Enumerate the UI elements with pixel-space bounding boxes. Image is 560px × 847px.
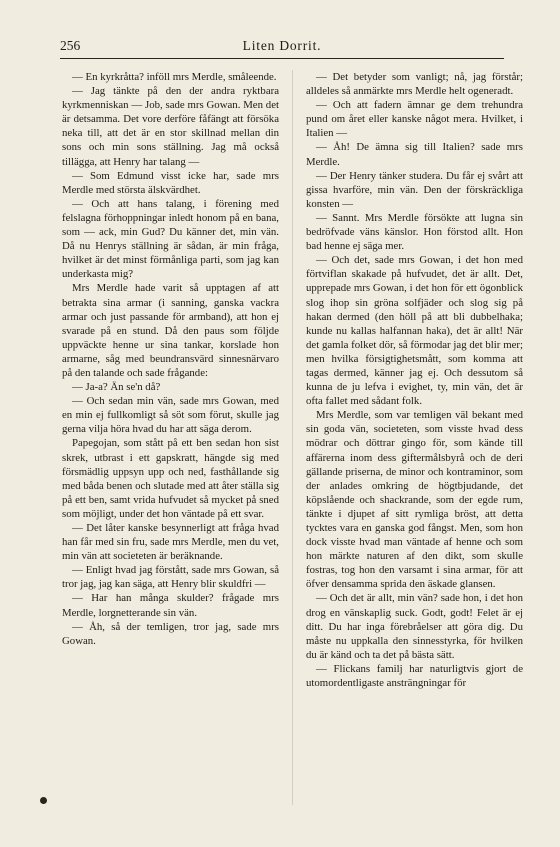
- paragraph: — Och sedan min vän, sade mrs Gowan, med en min ej fullkomligt så söt som förut, skulle jag gerna vilja höra hvad du har att säga derom.: [62, 395, 279, 436]
- paragraph: — Flickans familj har naturligtvis gjort de utomordentligaste ansträngningar för: [306, 662, 523, 690]
- header-rule: [60, 58, 504, 59]
- page-header: [60, 38, 504, 54]
- paragraph: — Har han många skulder? frågade mrs Merdle, lorgnetterande sin vän.: [62, 592, 279, 619]
- paragraph: — Ja-a? Än se'n då?: [72, 381, 161, 394]
- paragraph: — Der Henry tänker studera. Du får ej svårt att gissa hvarföre, min vän. Den der förskräckliga konsten —: [306, 169, 523, 210]
- column-gutter: [292, 70, 293, 805]
- paragraph: — Jag tänkte på den der andra ryktbara kyrkmenniskan — Job, sade mrs Gowan. Men det är detsamma. Det vore derföre fåfängt att försöka neka till, att det är en stor skillnad mellan din sons och min sons ställning. Jag må också tillägga, att Henry har talang —: [62, 85, 279, 168]
- paragraph: — Och att fadern ämnar ge dem trehundra pund om året eller kanske något mera. Hvilket, i Italien —: [306, 99, 523, 140]
- paragraph: — Åh, så der temligen, tror jag, sade mrs Gowan.: [62, 620, 279, 647]
- paragraph: — Och det, sade mrs Gowan, i det hon med förtviflan skakade på hufvudet, det är allt. Det, upprepade mrs Gowan, i det hon för ett ögonblick slog ihop sin gröna solfjäder och slog sig på hakan dermed (den höll på att bli dubbelhaka; kunde nu kallas halfannan haka), det är allt! När det gamla folket dör, så förmodar jag det blir mer; men hvilka försigtighetsmått, som komma att tagas dermed, känner jag ej. Och dessutom så kunna de ju lefva i evighet, ty, min vän, det är ofta fallet med sådant folk.: [306, 254, 523, 408]
- paragraph: — Det låter kanske besynnerligt att fråga hvad han får med sin fru, sade mrs Merdle, men du vet, min vän att societeten är beräknande.: [62, 522, 279, 563]
- left-column: [62, 70, 279, 648]
- paragraph: Mrs Merdle hade varit så upptagen af att betrakta sina armar (i sanning, ganska vackra armar och just passande för armband), att hon ej svarade på en stund. Då den paus som följde uppväckte henne ur sina tankar, korslade hon armarne, såg med beundransvärd sinnesnärvaro på den talande och sade frågande:: [62, 282, 279, 379]
- paragraph: Papegojan, som stått på ett ben sedan hon sist skrek, utbrast i ett gapskratt, hängde sig med försmädlig uppsyn upp och ned, fasthållande sig med båda benen och slutade med att åter ställa sig på ett ben, samt vrida hufvudet så mycket på sned som möjligt, under det hon väntade på ett svar.: [62, 437, 279, 520]
- paragraph: — Det betyder som vanligt; nå, jag förstår; alldeles så anmärkte mrs Merdle helt ogeneradt.: [306, 71, 523, 98]
- paragraph: — En kyrkråtta? inföll mrs Merdle, småleende.: [72, 71, 277, 83]
- paragraph: — Och det är allt, min vän? sade hon, i det hon drog en vänskaplig suck. Godt, godt! Felet är ej ditt. Du har inga förebråelser att göra dig. Du måste nu uppkalla den sinnesstyrka, för hvilken du är känd och ta det på bästa sätt.: [306, 592, 523, 661]
- paragraph: — Som Edmund visst icke har, sade mrs Merdle med största älskvärdhet.: [62, 169, 279, 196]
- paragraph: — Och att hans talang, i förening med felslagna förhoppningar inledt honom på en bana, som — ack, min Gud? Du känner det, min vän. Då nu Henrys ställning är sådan, är min fråga, hvilket är det minst förmånliga parti, som jag kan underkasta mig?: [62, 197, 279, 281]
- paragraph: Mrs Merdle, som var temligen väl bekant med sin goda vän, societeten, som visste hvad dess mödrar och döttrar gingo för, som kände till affärerna inom dess giftermålsbyrå och de deri gällande priserna, de minor och kontraminor, som der anlades omkring de högtbjudande, det köpslående och shackrande, som der egde rum, tänkte i djupet af sitt rymliga bröst, att detta tycktes vara en ganska god fångst. Men, som hon dock visste hvad man väntade af henne och som hon märkte naturen af den dikt, som skulle fostras, tog hon den varsamt i sina armar, för att öfver densamma sprida den äskade glansen.: [306, 409, 523, 591]
- paragraph: — Åh! De ämna sig till Italien? sade mrs Merdle.: [306, 141, 523, 168]
- running-title: Liten Dorrit.: [242, 38, 322, 53]
- paragraph: — Sannt. Mrs Merdle försökte att lugna sin bedröfvade väns känslor. Hon förstod allt. Hon bad henne ej säga mer.: [306, 211, 523, 253]
- ink-blot: [40, 797, 47, 804]
- page-number: 256: [60, 38, 81, 53]
- paragraph: — Enligt hvad jag förstått, sade mrs Gowan, så tror jag, jag kan säga, att Henry blir skuldfri —: [62, 564, 279, 591]
- right-column: [306, 70, 523, 690]
